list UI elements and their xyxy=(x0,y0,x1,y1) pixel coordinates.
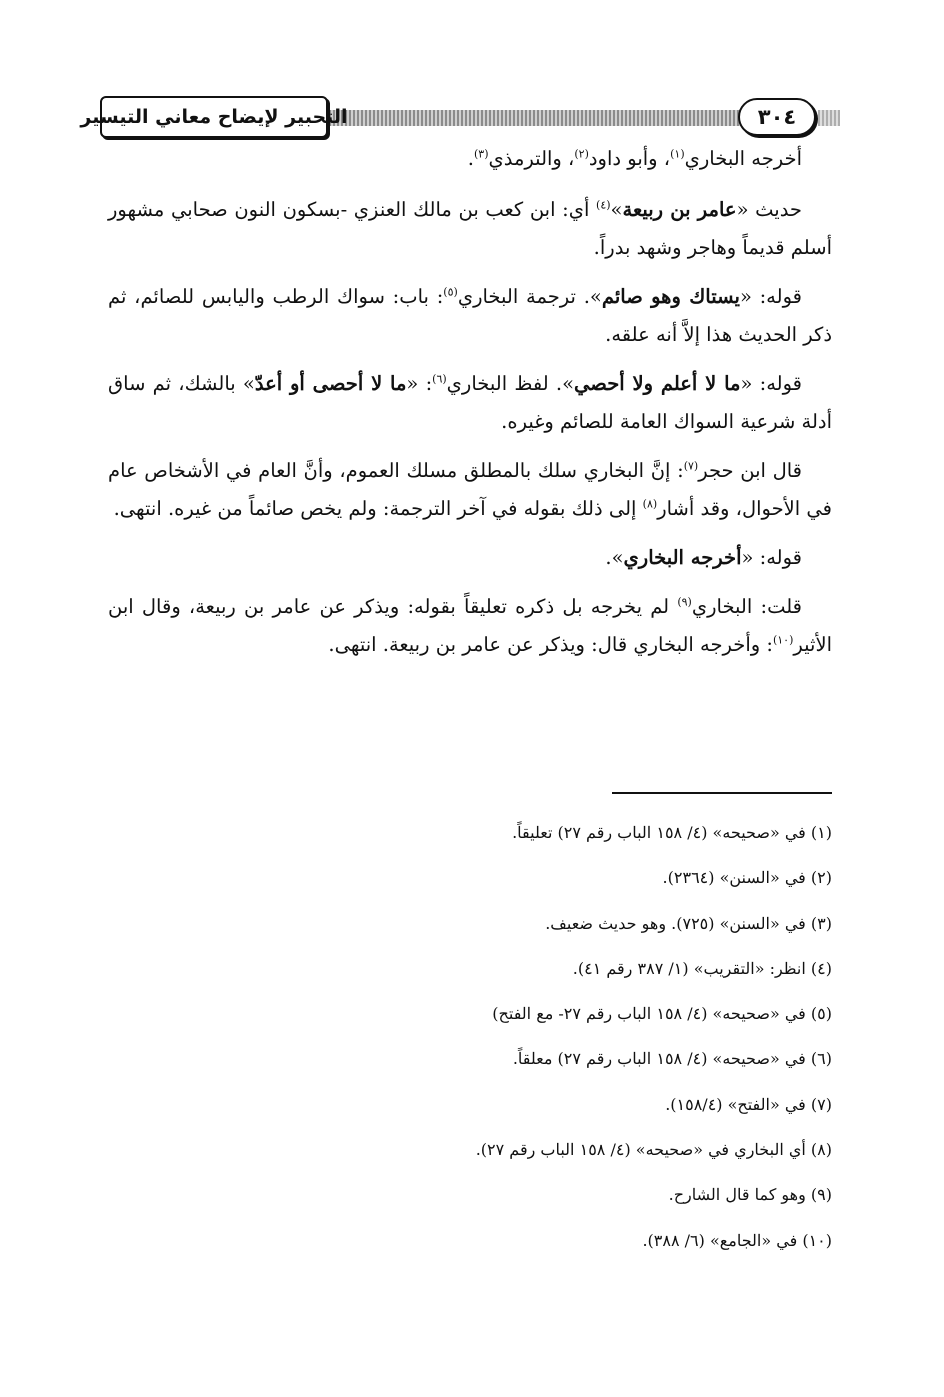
text-run: » بالشك، ثم ساق أدلة شرعية السواك العامة للصائم وغيره. xyxy=(108,372,832,433)
text-run: قوله: « xyxy=(739,285,802,308)
text-run: ». xyxy=(605,546,624,569)
footnote-ref-10: (١٠) xyxy=(772,633,794,647)
quoted-term: ما لا أعلم ولا أحصي xyxy=(574,372,741,395)
footnote-ref-1: (١) xyxy=(670,147,685,161)
text-run: : باب: سواك الرطب واليابس للصائم، ثم ذكر الحديث هذا إلاَّ أنه علقه. xyxy=(108,285,832,346)
text-run: ». ترجمة البخاري xyxy=(457,285,602,308)
paragraph-1 xyxy=(108,140,832,178)
text-run: : إنَّ البخاري سلك بالمطلق مسلك العموم، وأنَّ العام في الأشخاص عام في الأحوال، وقد أشار xyxy=(108,459,832,520)
footnote-2: (٢) في «السنن» (٢٣٦٤). xyxy=(662,868,832,888)
paragraph-3 xyxy=(108,278,832,354)
footnote-4: (٤) انظر: «التقريب» (١/ ٣٨٧ رقم ٤١). xyxy=(572,958,832,978)
footnote-1: (١) في «صحيحه» (٤/ ١٥٨ الباب رقم ٢٧) تعليقاً. xyxy=(512,823,832,842)
text-run: لم يخرجه بل ذكره تعليقاً بقوله: ويذكر عن عامر بن ربيعة، وقال ابن الأثير xyxy=(108,595,832,656)
text-run: : وأخرجه البخاري قال: ويذكر عن عامر بن ربيعة. انتهى. xyxy=(328,633,773,656)
paragraph-7 xyxy=(108,588,832,664)
text-run: أخرجه البخاري xyxy=(684,147,802,170)
page-number: ٣٠٤ xyxy=(757,105,797,129)
paragraph-2 xyxy=(108,191,832,267)
footnote-ref-8: (٨) xyxy=(642,497,658,511)
footnote-9: (٩) وهو كما قال الشارح. xyxy=(668,1185,832,1205)
book-title-box xyxy=(80,96,348,138)
footnote-ref-6: (٦) xyxy=(432,372,447,386)
page-header xyxy=(80,96,840,146)
footnote-ref-9: (٩) xyxy=(677,595,692,609)
footnote-ref-3: (٣) xyxy=(473,147,489,161)
quoted-term: يستاك وهو صائم xyxy=(601,285,740,308)
footnotes xyxy=(300,822,832,1275)
quoted-term: ما لا أحصى أو أعدّ xyxy=(254,372,407,395)
text-run: أي: ابن كعب بن مالك العنزي -بسكون النون صحابي مشهور أسلم قديماً وهاجر وشهد بدراً. xyxy=(108,198,832,259)
footnote-8: (٨) أي البخاري في «صحيحه» (٤/ ١٥٨ الباب رقم ٢٧). xyxy=(475,1140,832,1160)
text-run: قوله: « xyxy=(741,546,802,569)
footnote-5: (٥) في «صحيحه» (٤/ ١٥٨ الباب رقم ٢٧- مع الفتح) xyxy=(492,1004,832,1024)
text-run: قلت: البخاري xyxy=(691,595,802,618)
text-run: إلى ذلك بقوله في آخر الترجمة: ولم يخص صائماً من غيره. انتهى. xyxy=(113,497,643,520)
text-run: ، والترمذي xyxy=(488,147,575,170)
text-run: . xyxy=(467,147,474,170)
text-run: قال ابن حجر xyxy=(698,459,803,482)
text-run: » xyxy=(610,198,623,221)
text-run: قوله: « xyxy=(740,372,803,395)
footnote-10: (١٠) في «الجامع» (٦/ ٣٨٨). xyxy=(642,1230,832,1250)
footnote-ref-7: (٧) xyxy=(683,459,699,473)
text-run: : « xyxy=(406,372,433,395)
footnote-ref-4: (٤) xyxy=(596,198,611,212)
text-run: ». لفظ البخاري xyxy=(446,372,575,395)
paragraph-5 xyxy=(108,452,832,528)
header-decorative-rule xyxy=(325,110,745,126)
footnote-ref-2: (٢) xyxy=(574,147,589,161)
footnote-7: (٧) في «الفتح» (١٥٨/٤). xyxy=(665,1094,832,1114)
main-text xyxy=(108,140,832,675)
footnote-ref-5: (٥) xyxy=(443,285,458,299)
quoted-term: عامر بن ربيعة xyxy=(622,198,737,221)
paragraph-4 xyxy=(108,365,832,441)
footnote-6: (٦) في «صحيحه» (٤/ ١٥٨ الباب رقم ٢٧) معلقاً. xyxy=(512,1049,832,1069)
paragraph-6 xyxy=(108,539,832,577)
header-decorative-rule-end xyxy=(818,110,840,126)
page-number-box xyxy=(738,98,816,136)
footnote-3: (٣) في «السنن» (٧٢٥). وهو حديث ضعيف. xyxy=(545,913,832,933)
text-run: حديث « xyxy=(736,198,802,221)
text-run: ، وأبو داود xyxy=(588,147,671,170)
quoted-term: أخرجه البخاري xyxy=(623,546,742,569)
book-title: التحبير لإيضاح معاني التيسير xyxy=(80,106,348,128)
footnote-separator xyxy=(612,792,832,794)
